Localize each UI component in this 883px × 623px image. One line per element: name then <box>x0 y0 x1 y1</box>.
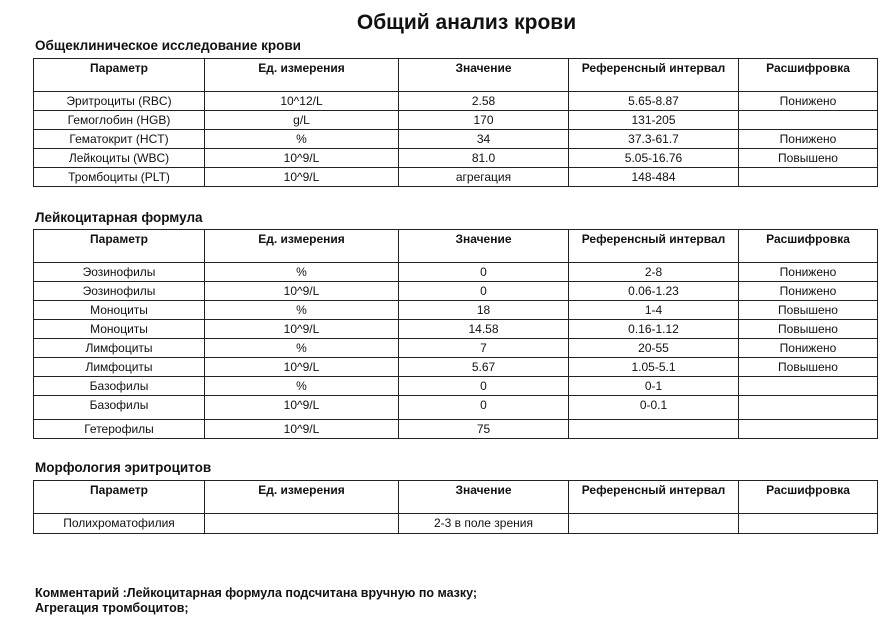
header-unit: Ед. измерения <box>205 230 399 263</box>
cell-unit: % <box>205 301 399 320</box>
table-row <box>34 301 878 320</box>
table-row <box>34 130 878 149</box>
table-row <box>34 377 878 396</box>
cell-interpretation <box>739 396 878 420</box>
table-row <box>34 168 878 187</box>
cell-unit: 10^9/L <box>205 149 399 168</box>
cell-value: 75 <box>399 420 569 439</box>
cell-value: 170 <box>399 111 569 130</box>
cell-interpretation: Повышено <box>739 301 878 320</box>
cell-unit: % <box>205 130 399 149</box>
cell-unit: 10^9/L <box>205 282 399 301</box>
cell-value: 34 <box>399 130 569 149</box>
table-row <box>34 282 878 301</box>
header-interpretation: Расшифровка <box>739 481 878 514</box>
cell-interpretation <box>739 514 878 534</box>
table-header-row <box>34 59 878 92</box>
cell-reference: 1.05-5.1 <box>569 358 739 377</box>
cell-unit: 10^9/L <box>205 320 399 339</box>
cell-parameter: Гетерофилы <box>34 420 205 439</box>
cell-parameter: Лейкоциты (WBC) <box>34 149 205 168</box>
cell-parameter: Гемоглобин (HGB) <box>34 111 205 130</box>
cell-reference: 20-55 <box>569 339 739 358</box>
section-title-general: Общеклиническое исследование крови <box>35 38 301 53</box>
cell-reference <box>569 420 739 439</box>
cell-reference: 5.65-8.87 <box>569 92 739 111</box>
cell-value: 14.58 <box>399 320 569 339</box>
table-general <box>33 58 878 187</box>
table-row <box>34 339 878 358</box>
cell-interpretation <box>739 168 878 187</box>
header-reference: Референсный интервал <box>569 59 739 92</box>
cell-unit: % <box>205 339 399 358</box>
cell-value: агрегация <box>399 168 569 187</box>
cell-parameter: Лимфоциты <box>34 358 205 377</box>
cell-interpretation: Понижено <box>739 92 878 111</box>
table-header-row <box>34 230 878 263</box>
cell-interpretation: Повышено <box>739 149 878 168</box>
header-value: Значение <box>399 230 569 263</box>
cell-reference: 0-1 <box>569 377 739 396</box>
cell-parameter: Лимфоциты <box>34 339 205 358</box>
cell-interpretation: Понижено <box>739 282 878 301</box>
cell-value: 2-3 в поле зрения <box>399 514 569 534</box>
cell-parameter: Тромбоциты (PLT) <box>34 168 205 187</box>
cell-unit: % <box>205 263 399 282</box>
header-parameter: Параметр <box>34 59 205 92</box>
cell-reference <box>569 514 739 534</box>
cell-reference: 1-4 <box>569 301 739 320</box>
cell-unit: 10^9/L <box>205 168 399 187</box>
cell-unit: 10^9/L <box>205 358 399 377</box>
cell-interpretation: Понижено <box>739 339 878 358</box>
cell-reference: 0.06-1.23 <box>569 282 739 301</box>
table-row <box>34 92 878 111</box>
header-interpretation: Расшифровка <box>739 230 878 263</box>
cell-value: 5.67 <box>399 358 569 377</box>
cell-reference: 0.16-1.12 <box>569 320 739 339</box>
table-row <box>34 320 878 339</box>
cell-reference: 0-0.1 <box>569 396 739 420</box>
cell-parameter: Моноциты <box>34 320 205 339</box>
cell-value: 81.0 <box>399 149 569 168</box>
cell-unit: 10^9/L <box>205 420 399 439</box>
cell-parameter: Моноциты <box>34 301 205 320</box>
cell-parameter: Эритроциты (RBC) <box>34 92 205 111</box>
table-row <box>34 514 878 534</box>
cell-reference: 37.3-61.7 <box>569 130 739 149</box>
cell-interpretation: Понижено <box>739 130 878 149</box>
header-parameter: Параметр <box>34 230 205 263</box>
comment-line-2: Агрегация тромбоцитов; <box>35 601 189 615</box>
section-title-morphology: Морфология эритроцитов <box>35 460 212 475</box>
cell-unit <box>205 514 399 534</box>
table-leukocyte <box>33 229 878 439</box>
cell-reference: 131-205 <box>569 111 739 130</box>
cell-interpretation <box>739 111 878 130</box>
comment <box>35 586 477 616</box>
header-parameter: Параметр <box>34 481 205 514</box>
header-value: Значение <box>399 59 569 92</box>
cell-interpretation: Понижено <box>739 263 878 282</box>
cell-reference: 2-8 <box>569 263 739 282</box>
cell-reference: 5.05-16.76 <box>569 149 739 168</box>
table-row <box>34 358 878 377</box>
cell-parameter: Гематокрит (HCT) <box>34 130 205 149</box>
header-unit: Ед. измерения <box>205 481 399 514</box>
cell-unit: 10^12/L <box>205 92 399 111</box>
cell-parameter: Полихроматофилия <box>34 514 205 534</box>
table-row <box>34 420 878 439</box>
cell-parameter: Эозинофилы <box>34 282 205 301</box>
cell-value: 0 <box>399 282 569 301</box>
table-header-row <box>34 481 878 514</box>
cell-interpretation: Повышено <box>739 358 878 377</box>
cell-value: 18 <box>399 301 569 320</box>
table-row <box>34 149 878 168</box>
comment-line-1: Комментарий :Лейкоцитарная формула подсчитана вручную по мазку; <box>35 586 478 600</box>
cell-unit: g/L <box>205 111 399 130</box>
cell-reference: 148-484 <box>569 168 739 187</box>
cell-interpretation <box>739 420 878 439</box>
cell-value: 7 <box>399 339 569 358</box>
cell-value: 0 <box>399 396 569 420</box>
cell-parameter: Базофилы <box>34 377 205 396</box>
table-morphology <box>33 480 878 534</box>
cell-unit: 10^9/L <box>205 396 399 420</box>
section-title-leukocyte: Лейкоцитарная формула <box>35 210 203 225</box>
header-value: Значение <box>399 481 569 514</box>
cell-interpretation <box>739 377 878 396</box>
cell-value: 0 <box>399 377 569 396</box>
cell-value: 0 <box>399 263 569 282</box>
table-row <box>34 396 878 420</box>
cell-unit: % <box>205 377 399 396</box>
page-title: Общий анализ крови <box>356 11 577 34</box>
cell-value: 2.58 <box>399 92 569 111</box>
table-row <box>34 111 878 130</box>
header-reference: Референсный интервал <box>569 481 739 514</box>
cell-parameter: Эозинофилы <box>34 263 205 282</box>
header-interpretation: Расшифровка <box>739 59 878 92</box>
table-row <box>34 263 878 282</box>
header-reference: Референсный интервал <box>569 230 739 263</box>
cell-interpretation: Повышено <box>739 320 878 339</box>
cell-parameter: Базофилы <box>34 396 205 420</box>
header-unit: Ед. измерения <box>205 59 399 92</box>
